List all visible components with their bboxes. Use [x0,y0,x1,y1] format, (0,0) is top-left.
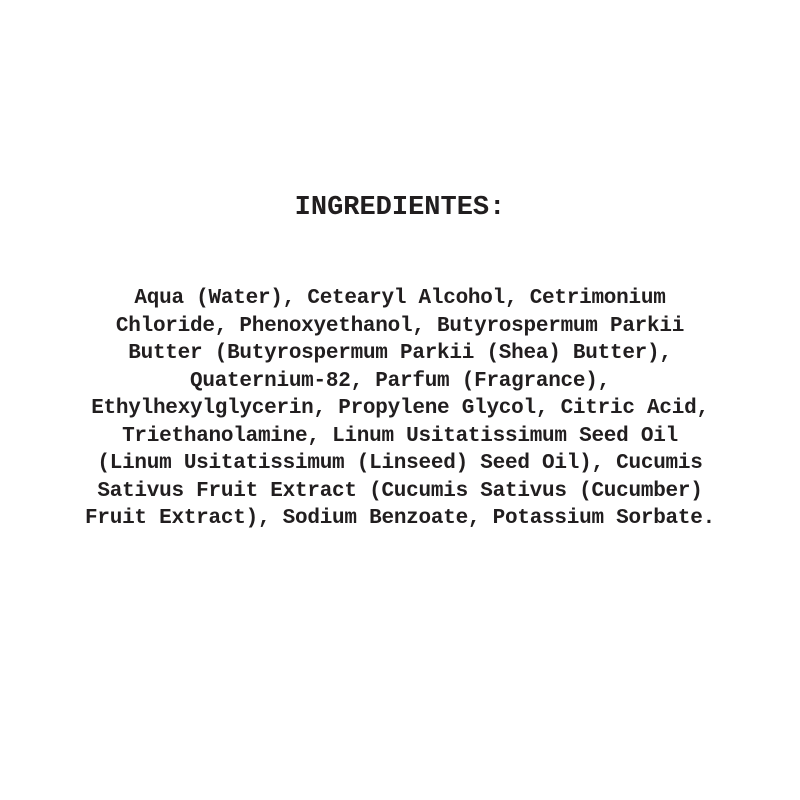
ingredients-line: Quaternium-82, Parfum (Fragrance), [190,369,610,393]
ingredients-line: Aqua (Water), Cetearyl Alcohol, Cetrimonium [134,287,666,310]
ingredients-line: Sativus Fruit Extract (Cucumis Sativus (Cucumber) [97,479,703,503]
ingredients-heading: INGREDIENTES: [294,193,506,223]
ingredients-line: Butter (Butyrospermum Parkii (Shea) Butter), [128,342,672,365]
ingredients-text-block [0,285,800,533]
ingredients-line: Fruit Extract), Sodium Benzoate, Potassium Sorbate. [85,507,715,530]
ingredients-line: (Linum Usitatissimum (Linseed) Seed Oil), Cucumis [97,452,703,475]
ingredients-line: Ethylhexylglycerin, Propylene Glycol, Citric Acid, [91,397,709,420]
ingredients-line: Chloride, Phenoxyethanol, Butyrospermum Parkii [115,314,685,338]
ingredients-line: Triethanolamine, Linum Usitatissimum Seed Oil [122,424,678,448]
